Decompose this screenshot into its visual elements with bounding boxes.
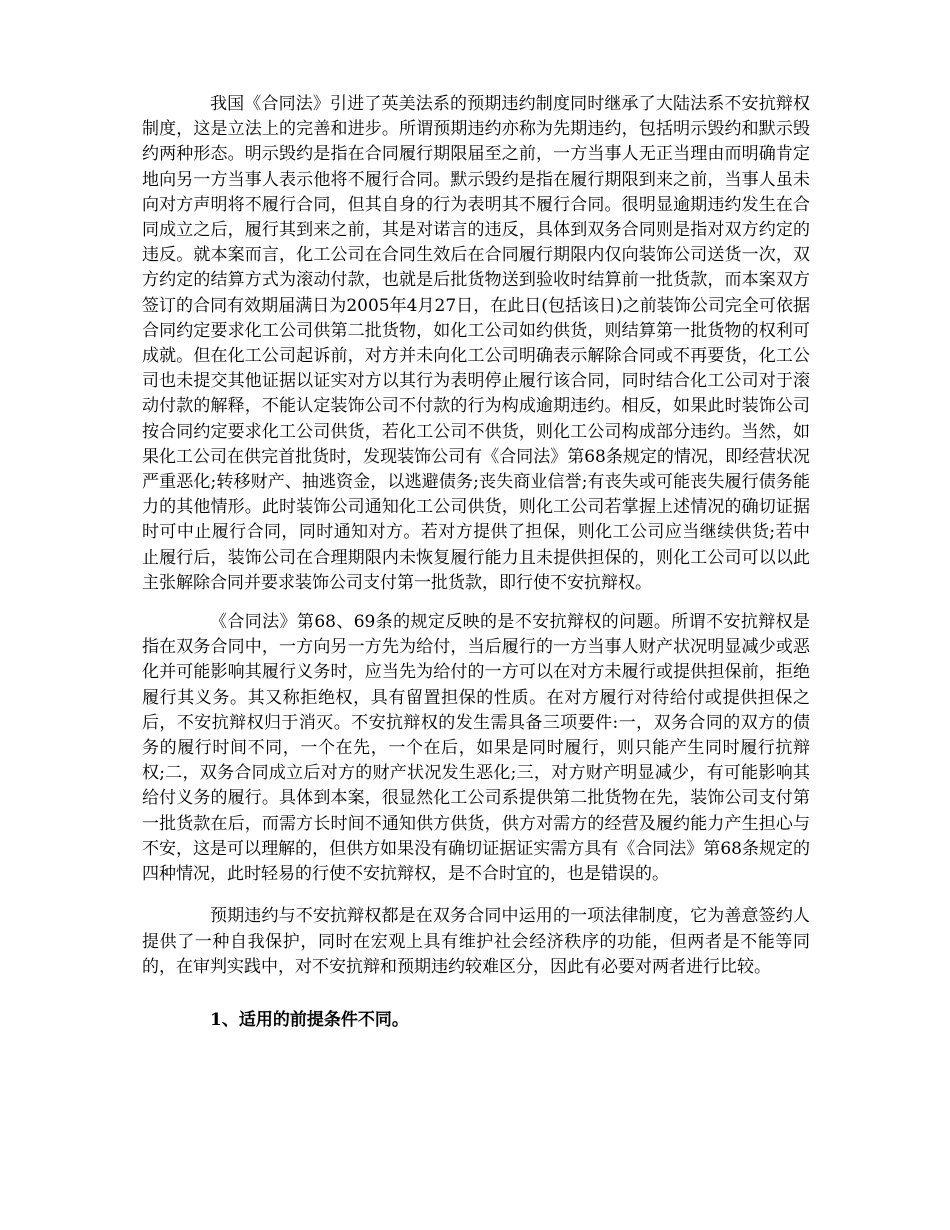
paragraph-unsecured-defense: 《合同法》第68、69条的规定反映的是不安抗辩权的问题。所谓不安抗辩权是指在双务合同中，一方向另一方先为给付，当后履行的一方当事人财产状况明显减少或恶化并可能影响其履行义务时，应当先为给付的一方可以在对方未履行或提供担保前，拒绝履行其义务。其又称拒绝权，具有留置担保的性质。在对方履行对待给付或提供担保之后，不安抗辩权归于消灭。不安抗辩权的发生需具备三项要件:一，双务合同的双方的债务的履行时间不同，一个在先，一个在后，如果是同时履行，则只能产生同时履行抗辩权;二，双务合同成立后对方的财产状况发生恶化;三，对方财产明显减少，有可能影响其给付义务的履行。具体到本案，很显然化工公司系提供第二批货物在先，装饰公司支付第一批货款在后，而需方长时间不通知供方供货，供方对需方的经营及履约能力产生担心与不安，这是可以理解的，但供方如果没有确切证据证实需方具有《合同法》第68条规定的四种情况，此时轻易的行使不安抗辩权，是不合时宜的，也是错误的。 — [142, 612, 810, 885]
paragraph-anticipatory-breach: 我国《合同法》引进了英美法系的预期违约制度同时继承了大陆法系不安抗辩权制度，这是立法上的完善和进步。所谓预期违约亦称为先期违约，包括明示毁约和默示毁约两种形态。明示毁约是指在合同履行期限届至之前，一方当事人无正当理由而明确肯定地向另一方当事人表示他将不履行合同。默示毁约是指在履行期限到来之前，当事人虽未向对方声明将不履行合同，但其自身的行为表明其不履行合同。很明显逾期违约发生在合同成立之后，履行其到来之前，其是对诺言的违反，具体到双务合同则是指对双方约定的违反。就本案而言，化工公司在合同生效后在合同履行期限内仅向装饰公司送货一次，双方约定的结算方式为滚动付款，也就是后批货物送到验收时结算前一批货款，而本案双方签订的合同有效期届满日为2005年4月27日，在此日(包括该日)之前装饰公司完全可依据合同约定要求化工公司供第二批货物，如化工公司如约供货，则结算第一批货物的权利可成就。但在化工公司起诉前，对方并未向化工公司明确表示解除合同或不再要货，化工公司也未提交其他证据以证实对方以其行为表明停止履行该合同，同时结合化工公司对于滚动付款的解释，不能认定装饰公司不付款的行为构成逾期违约。相反，如果此时装饰公司按合同约定要求化工公司供货，若化工公司不供货，则化工公司构成部分违约。当然，如果化工公司在供完首批货时，发现装饰公司有《合同法》第68条规定的情况，即经营状况严重恶化;转移财产、抽逃资金，以逃避债务;丧失商业信誉;有丧失或可能丧失履行债务能力的其他情形。此时装饰公司通知化工公司供货，则化工公司若掌握上述情况的确切证据时可中止履行合同，同时通知对方。若对方提供了担保，则化工公司应当继续供货;若中止履行后，装饰公司在合理期限内未恢复履行能力且未提供担保的，则化工公司可以以此主张解除合同并要求装饰公司支付第一批货款，即行使不安抗辩权。 — [142, 94, 810, 593]
document-page — [142, 92, 810, 1033]
section-heading: 1、适用的前提条件不同。 — [210, 1009, 409, 1030]
paragraph-comparison-intro: 预期违约与不安抗辩权都是在双务合同中运用的一项法律制度，它为善意签约人提供了一种自我保护，同时在宏观上具有维护社会经济秩序的功能，但两者是不能等同的，在审判实践中，对不安抗辩和预期违约较难区分，因此有必要对两者进行比较。 — [142, 906, 810, 977]
